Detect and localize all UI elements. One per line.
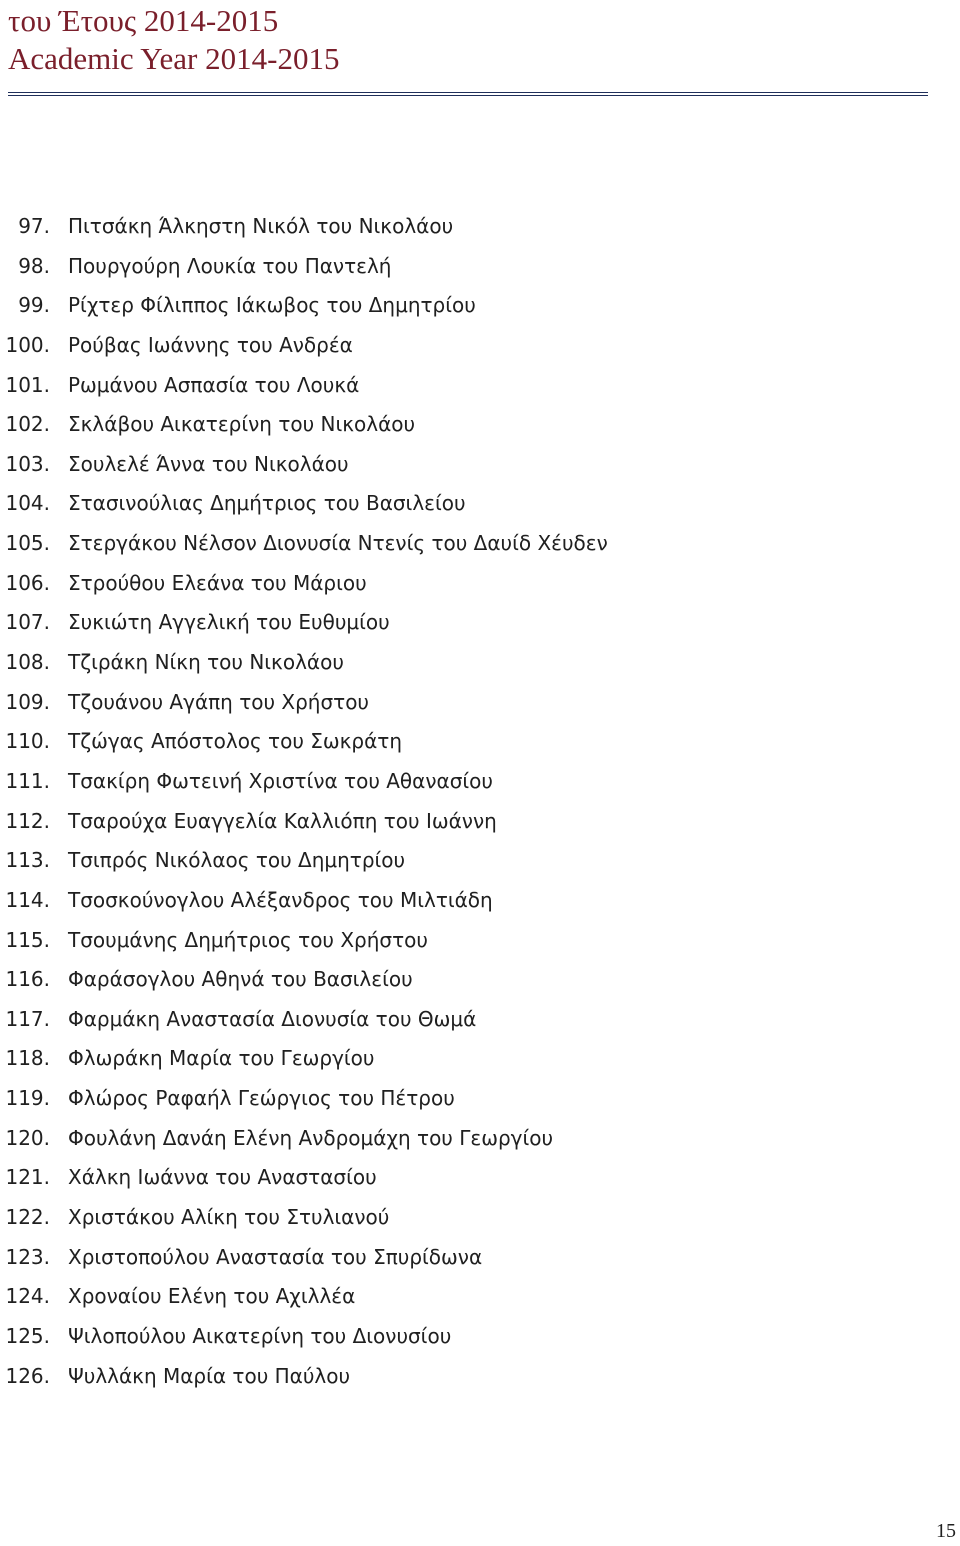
entry-name: Τζιράκη Νίκη του Νικολάου <box>68 650 344 675</box>
entry-name: Πιτσάκη Άλκηστη Νικόλ του Νικολάου <box>68 214 454 238</box>
entry-name: Στασινούλιας Δημήτριος του Βασιλείου <box>68 491 466 516</box>
page-number: 15 <box>936 1520 956 1542</box>
entry-number: 119. <box>5 1086 50 1111</box>
entry-name: Σουλελέ Άννα του Νικολάου <box>68 451 349 476</box>
entry-number: 116. <box>5 967 50 992</box>
entry-number: 125. <box>5 1323 50 1348</box>
entry-number: 97. <box>18 214 50 238</box>
entry-name: Χροναίου Ελένη του Αχιλλέα <box>68 1284 356 1309</box>
entry-name: Στεργάκου Νέλσον Διονυσία Ντενίς του Δαυίδ Χέυδεν <box>68 531 608 556</box>
entry-number: 105. <box>5 531 50 556</box>
entry-number: 118. <box>5 1046 50 1071</box>
entry-name: Τσοσκούνογλου Αλέξανδρος του Μιλτιάδη <box>68 887 493 912</box>
entry-name: Χάλκη Ιωάννα του Αναστασίου <box>68 1165 377 1190</box>
entry-number: 101. <box>5 372 50 397</box>
entry-name: Ρούβας Ιωάννης του Ανδρέα <box>68 332 353 357</box>
entry-number: 110. <box>5 729 50 754</box>
entry-name: Στρούθου Ελεάνα του Μάριου <box>68 570 367 595</box>
entry-name: Τζώγας Απόστολος του Σωκράτη <box>68 729 403 754</box>
header-title-greek: του Έτους 2014-2015 <box>8 3 279 38</box>
entry-number: 120. <box>5 1125 50 1150</box>
entry-number: 117. <box>5 1006 50 1031</box>
entry-name: Χριστοπούλου Αναστασία του Σπυρίδωνα <box>68 1244 483 1269</box>
entry-name: Φαρμάκη Αναστασία Διονυσία του Θωμά <box>68 1006 477 1031</box>
entry-name: Συκιώτη Αγγελική του Ευθυμίου <box>68 610 390 635</box>
entry-name: Ρίχτερ Φίλιππος Ιάκωβος του Δημητρίου <box>68 293 476 318</box>
entry-number: 102. <box>5 412 50 437</box>
header-title-english: Academic Year 2014-2015 <box>8 41 340 76</box>
entry-number: 108. <box>5 650 50 675</box>
entry-number: 107. <box>5 610 50 635</box>
header-rule-bottom <box>8 95 928 96</box>
entry-number: 98. <box>18 253 50 278</box>
entry-name: Ρωμάνου Ασπασία του Λουκά <box>68 372 360 397</box>
page-header <box>8 2 339 78</box>
entry-number: 124. <box>5 1284 50 1309</box>
entry-name: Φλώρος Ραφαήλ Γεώργιος του Πέτρου <box>68 1086 455 1111</box>
entry-number: 122. <box>5 1205 50 1230</box>
entry-number: 100. <box>5 332 50 357</box>
entry-number: 111. <box>5 768 50 793</box>
entry-name: Τσακίρη Φωτεινή Χριστίνα του Αθανασίου <box>68 768 493 793</box>
entry-number: 123. <box>5 1244 50 1269</box>
entry-number: 121. <box>5 1165 50 1190</box>
entry-number: 126. <box>5 1363 50 1388</box>
entry-name: Πουργούρη Λουκία του Παντελή <box>68 253 392 278</box>
entry-number: 115. <box>5 927 50 952</box>
entry-number: 104. <box>5 491 50 516</box>
entry-name: Ψυλλάκη Μαρία του Παύλου <box>68 1363 351 1388</box>
entry-number: 106. <box>5 570 50 595</box>
entry-number: 109. <box>5 689 50 714</box>
entry-name: Φλωράκη Μαρία του Γεωργίου <box>68 1046 375 1071</box>
entry-name: Τσιπρός Νικόλαος του Δημητρίου <box>68 848 406 873</box>
header-rule-top <box>8 92 928 93</box>
entry-name: Τσαρούχα Ευαγγελία Καλλιόπη του Ιωάννη <box>68 808 497 833</box>
entry-name: Φαράσογλου Αθηνά του Βασιλείου <box>68 967 413 992</box>
entry-number: 112. <box>5 808 50 833</box>
entry-number: 113. <box>5 848 50 873</box>
entry-number: 103. <box>5 451 50 476</box>
entry-name: Χριστάκου Αλίκη του Στυλιανού <box>68 1205 390 1230</box>
entry-name: Σκλάβου Αικατερίνη του Νικολάου <box>68 412 416 437</box>
entry-number: 99. <box>18 293 50 318</box>
entry-name: Τσουμάνης Δημήτριος του Χρήστου <box>68 927 428 952</box>
entry-number: 114. <box>5 887 50 912</box>
entry-name: Ψιλοπούλου Αικατερίνη του Διονυσίου <box>68 1323 452 1348</box>
entry-name: Φουλάνη Δανάη Ελένη Ανδρομάχη του Γεωργίου <box>68 1125 554 1150</box>
entry-name: Τζουάνου Αγάπη του Χρήστου <box>68 689 370 714</box>
